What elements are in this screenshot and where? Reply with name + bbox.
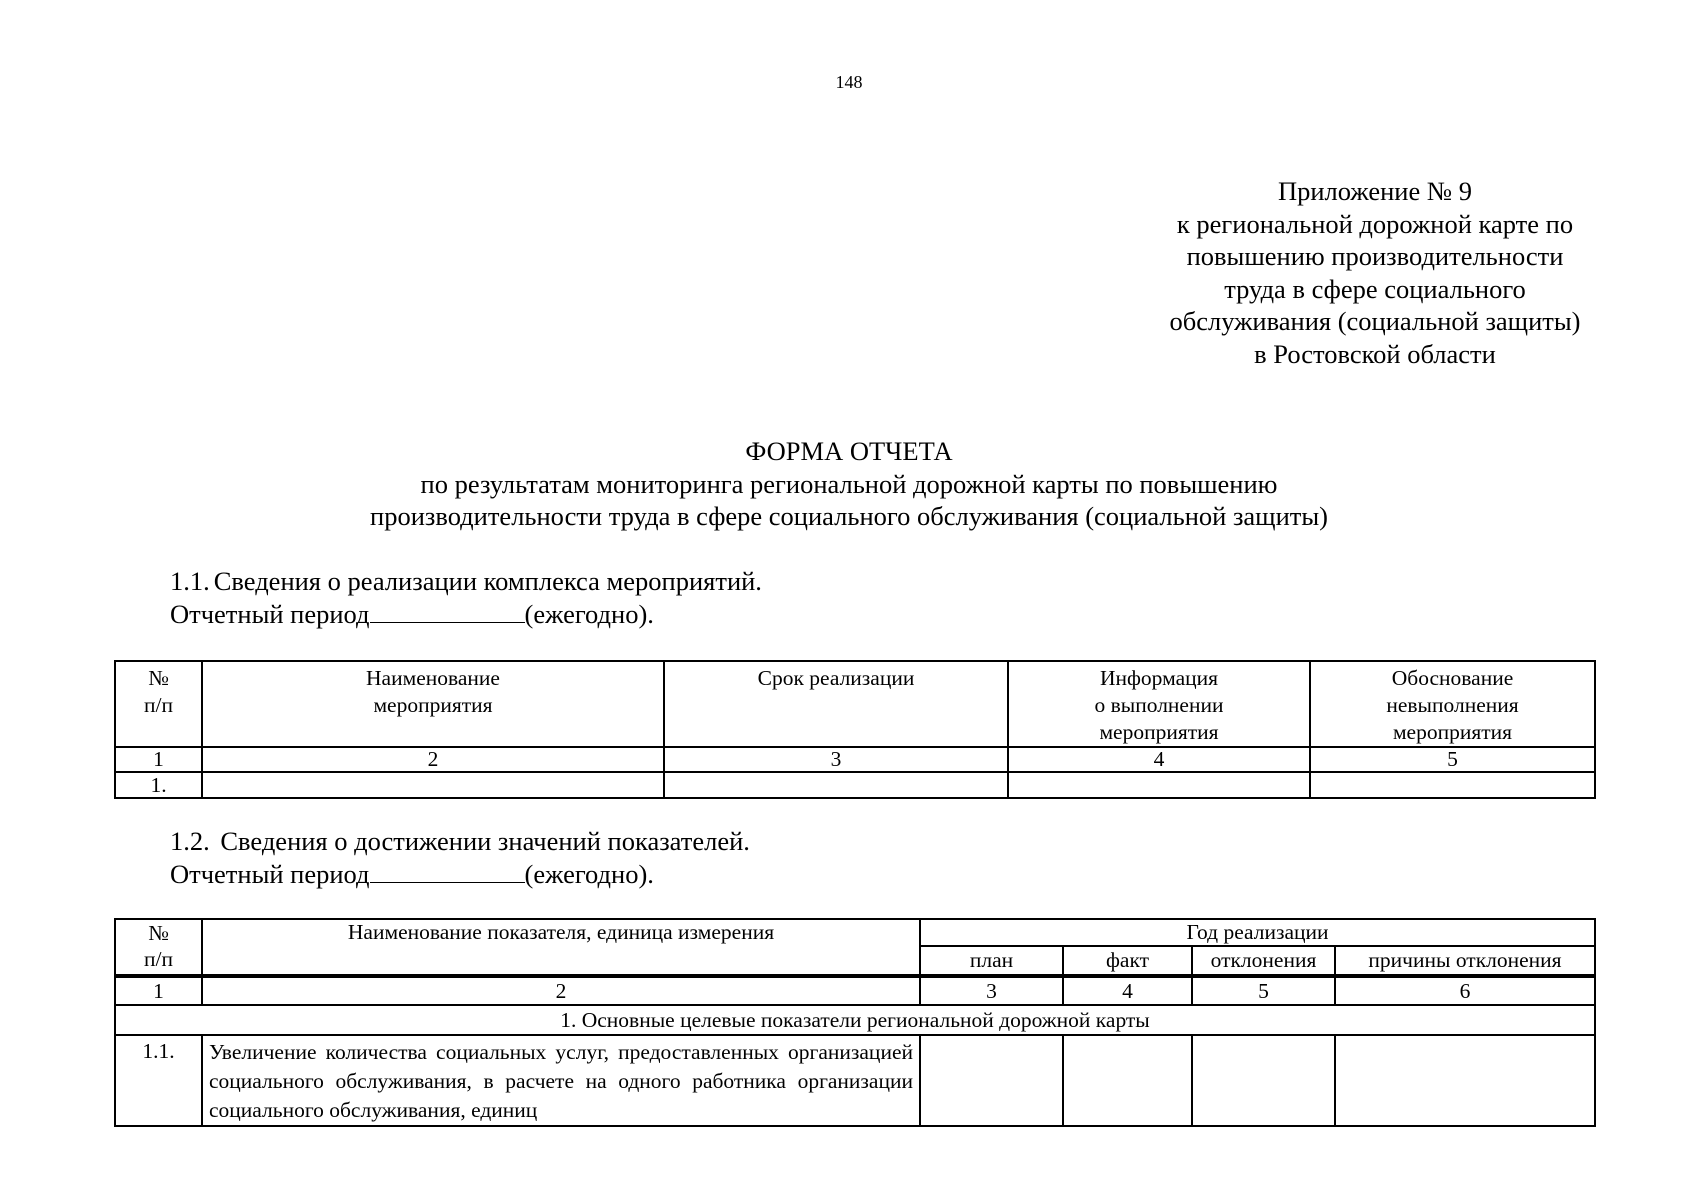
header-cell: Информация о выполнении мероприятия xyxy=(1008,661,1310,747)
appendix-line: Приложение № 9 xyxy=(1277,176,1472,206)
appendix-caption xyxy=(1140,175,1610,370)
column-number: 5 xyxy=(1192,976,1335,1005)
form-heading: ФОРМА ОТЧЕТА xyxy=(745,436,953,466)
column-number: 2 xyxy=(202,976,920,1005)
appendix-line: в Ростовской области xyxy=(1254,338,1496,369)
section-1-1 xyxy=(170,565,762,630)
header-cell: № п/п xyxy=(115,661,202,747)
column-number: 4 xyxy=(1008,747,1310,772)
form-subtitle-line: по результатам мониторинга региональной дорожной карты по повышению xyxy=(420,468,1278,499)
fact-cell[interactable] xyxy=(1063,1035,1192,1126)
table-header-row xyxy=(115,661,1595,747)
column-number: 1 xyxy=(115,976,202,1005)
column-number: 2 xyxy=(202,747,664,772)
row-number: 1.1. xyxy=(115,1035,202,1126)
column-number: 6 xyxy=(1335,976,1595,1005)
section-1-2 xyxy=(170,825,750,890)
subheader-cell: отклонения xyxy=(1192,946,1335,976)
page-number: 148 xyxy=(835,72,863,92)
indicators-table xyxy=(114,918,1596,1127)
table-header-row xyxy=(115,919,1595,946)
header-cell: Наименование мероприятия xyxy=(202,661,664,747)
group-row xyxy=(115,1005,1595,1035)
section-heading xyxy=(170,565,762,598)
period-suffix: (ежегодно). xyxy=(524,598,654,629)
header-cell: Срок реализации xyxy=(664,661,1008,747)
appendix-line: к региональной дорожной карте по xyxy=(1176,208,1574,239)
group-title: 1. Основные целевые показатели региональной дорожной карты xyxy=(115,1005,1595,1035)
header-cell: Обоснование невыполнения мероприятия xyxy=(1310,661,1595,747)
activities-table xyxy=(114,660,1596,799)
header-cell-year: Год реализации xyxy=(920,919,1595,946)
table-cell[interactable] xyxy=(664,772,1008,798)
period-blank-line[interactable] xyxy=(370,602,525,623)
section-heading xyxy=(170,825,750,858)
table-cell[interactable] xyxy=(1310,772,1595,798)
form-subtitle-line: производительности труда в сфере социального обслуживания (социальной защиты) xyxy=(370,501,1328,531)
reason-cell[interactable] xyxy=(1335,1035,1595,1126)
subheader-cell: план xyxy=(920,946,1063,976)
subheader-cell: факт xyxy=(1063,946,1192,976)
section-title: Сведения о достижении значений показателей. xyxy=(220,826,750,856)
column-number: 3 xyxy=(664,747,1008,772)
table-row xyxy=(115,1035,1595,1126)
appendix-line: труда в сфере социального xyxy=(1224,273,1526,304)
section-number: 1.1. xyxy=(170,566,210,596)
period-label: Отчетный период xyxy=(170,598,370,629)
period-blank-line[interactable] xyxy=(370,862,525,883)
column-number: 4 xyxy=(1063,976,1192,1005)
table-row xyxy=(115,772,1595,798)
column-number: 3 xyxy=(920,976,1063,1005)
column-number-row xyxy=(115,976,1595,1005)
table-cell[interactable] xyxy=(202,772,664,798)
column-number: 5 xyxy=(1310,747,1595,772)
subheader-cell: причины отклонения xyxy=(1335,946,1595,976)
plan-cell[interactable] xyxy=(920,1035,1063,1126)
indicator-name: Увеличение количества социальных услуг, предоставленных организацией социального обслуживания, в расчете на одного работника организации социального обслуживания, единиц xyxy=(202,1035,920,1126)
header-cell: № п/п xyxy=(115,919,202,976)
deviation-cell[interactable] xyxy=(1192,1035,1335,1126)
appendix-line: повышению производительности xyxy=(1186,241,1564,271)
table-cell[interactable] xyxy=(1008,772,1310,798)
period-label: Отчетный период xyxy=(170,858,370,889)
column-number-row xyxy=(115,747,1595,772)
section-title: Сведения о реализации комплекса мероприятий. xyxy=(213,566,762,596)
reporting-period xyxy=(170,858,750,891)
reporting-period xyxy=(170,598,762,631)
form-title xyxy=(0,435,1698,533)
appendix-line: обслуживания (социальной защиты) xyxy=(1169,306,1581,336)
row-number: 1. xyxy=(115,772,202,798)
column-number: 1 xyxy=(115,747,202,772)
period-suffix: (ежегодно). xyxy=(524,858,654,889)
section-number: 1.2. xyxy=(170,826,210,856)
header-cell: Наименование показателя, единица измерения xyxy=(202,919,920,976)
